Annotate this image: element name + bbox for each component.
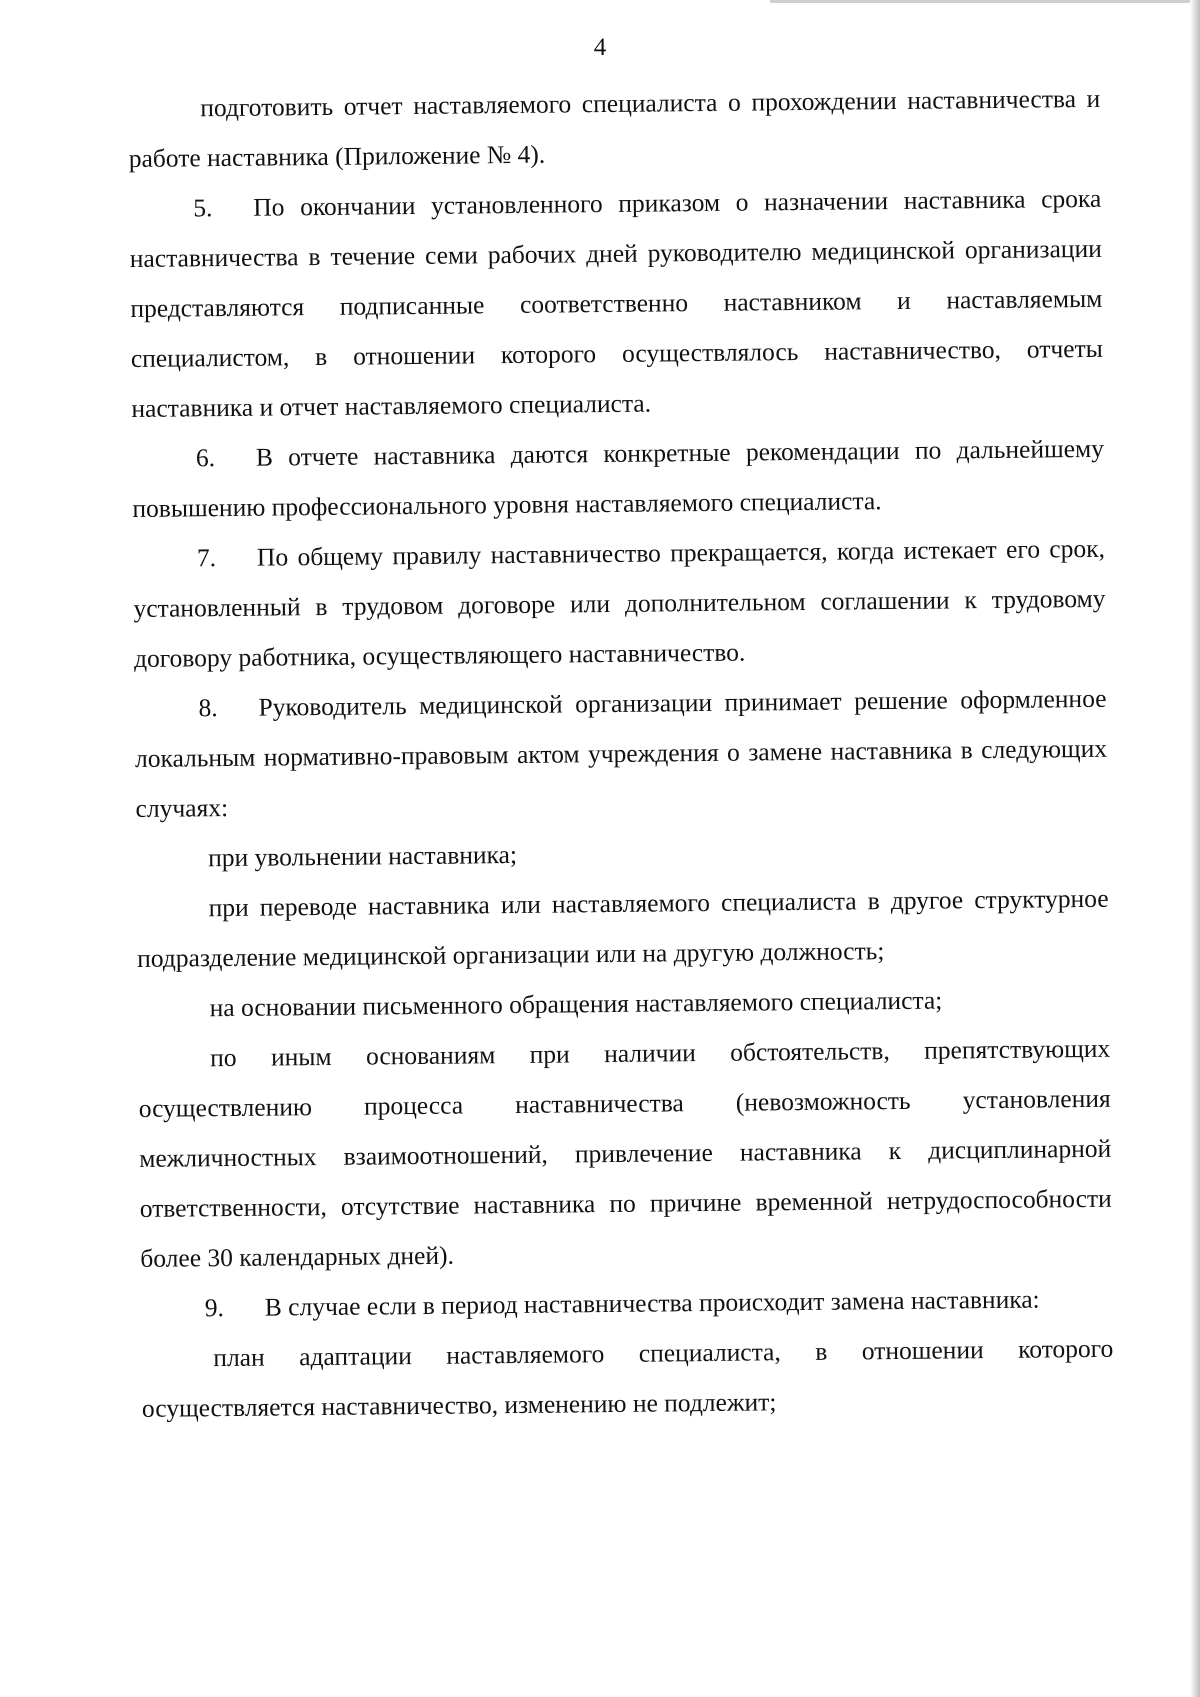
paragraph-8 <box>134 674 1108 834</box>
paragraph-number: 7. <box>196 543 217 573</box>
page-edge-top <box>770 0 1200 3</box>
paragraph-7 <box>133 524 1107 684</box>
page-number: 4 <box>593 34 607 61</box>
paragraph-text: при увольнении наставника; <box>207 839 518 873</box>
body-text <box>128 74 1114 1434</box>
paragraph-text: по иным основаниям при наличии обстоятельств, препятствующих осуществлению процесса наставничества (невозможность установления межличностных взаимоотношений, привлечение наставника к дисциплинарной ответственности, отсутствие наставника по причине временной нетрудоспособности более 30 календарных дней). <box>138 1033 1112 1273</box>
paragraph-continuation <box>128 74 1101 184</box>
paragraph-text: на основании письменного обращения наставляемого специалиста; <box>209 985 943 1023</box>
paragraph-text: при переводе наставника или наставляемого специалиста в другое структурное подразделение медицинской организации или на другую должность; <box>137 883 1109 973</box>
paragraph-number: 9. <box>204 1293 225 1323</box>
list-item-adaptation-plan <box>141 1324 1114 1434</box>
paragraph-6 <box>132 424 1105 534</box>
paragraph-text: Руководитель медицинской организации принимает решение оформленное локальным нормативно-правовым актом учреждения о замене наставника в следующих случаях: <box>134 683 1108 823</box>
paragraph-text: По окончании установленного приказом о назначении наставника срока наставничества в течение семи рабочих дней руководителю медицинской организации представляются подписанные соответственно наставником и наставляемым специалистом, в отношении которого осуществлялось наставничество, отчеты наставника и отчет наставляемого специалиста. <box>129 183 1103 423</box>
paragraph-text: план адаптации наставляемого специалиста, в отношении которого осуществляется наставничество, изменению не подлежит; <box>141 1333 1114 1423</box>
paragraph-number: 5. <box>193 193 213 223</box>
paragraph-text: В отчете наставника даются конкретные рекомендации по дальнейшему повышению профессионального уровня наставляемого специалиста. <box>132 433 1105 523</box>
paragraph-number: 8. <box>198 693 218 723</box>
paragraph-text: В случае если в период наставничества происходит замена наставника: <box>264 1284 1040 1322</box>
paragraph-text: По общему правилу наставничество прекращается, когда истекает его срок, установленный в трудовом договоре или дополнительном соглашении к трудовому договору работника, осуществляющего наставничество. <box>133 533 1106 673</box>
paragraph-text: подготовить отчет наставляемого специалиста о прохождении наставничества и работе наставника (Приложение № 4). <box>128 83 1101 173</box>
paragraph-number: 6. <box>195 443 216 473</box>
list-item-transfer <box>136 874 1109 984</box>
page-edge-right <box>1190 0 1200 1697</box>
list-item-other-grounds <box>138 1024 1113 1284</box>
paragraph-5 <box>129 174 1104 434</box>
